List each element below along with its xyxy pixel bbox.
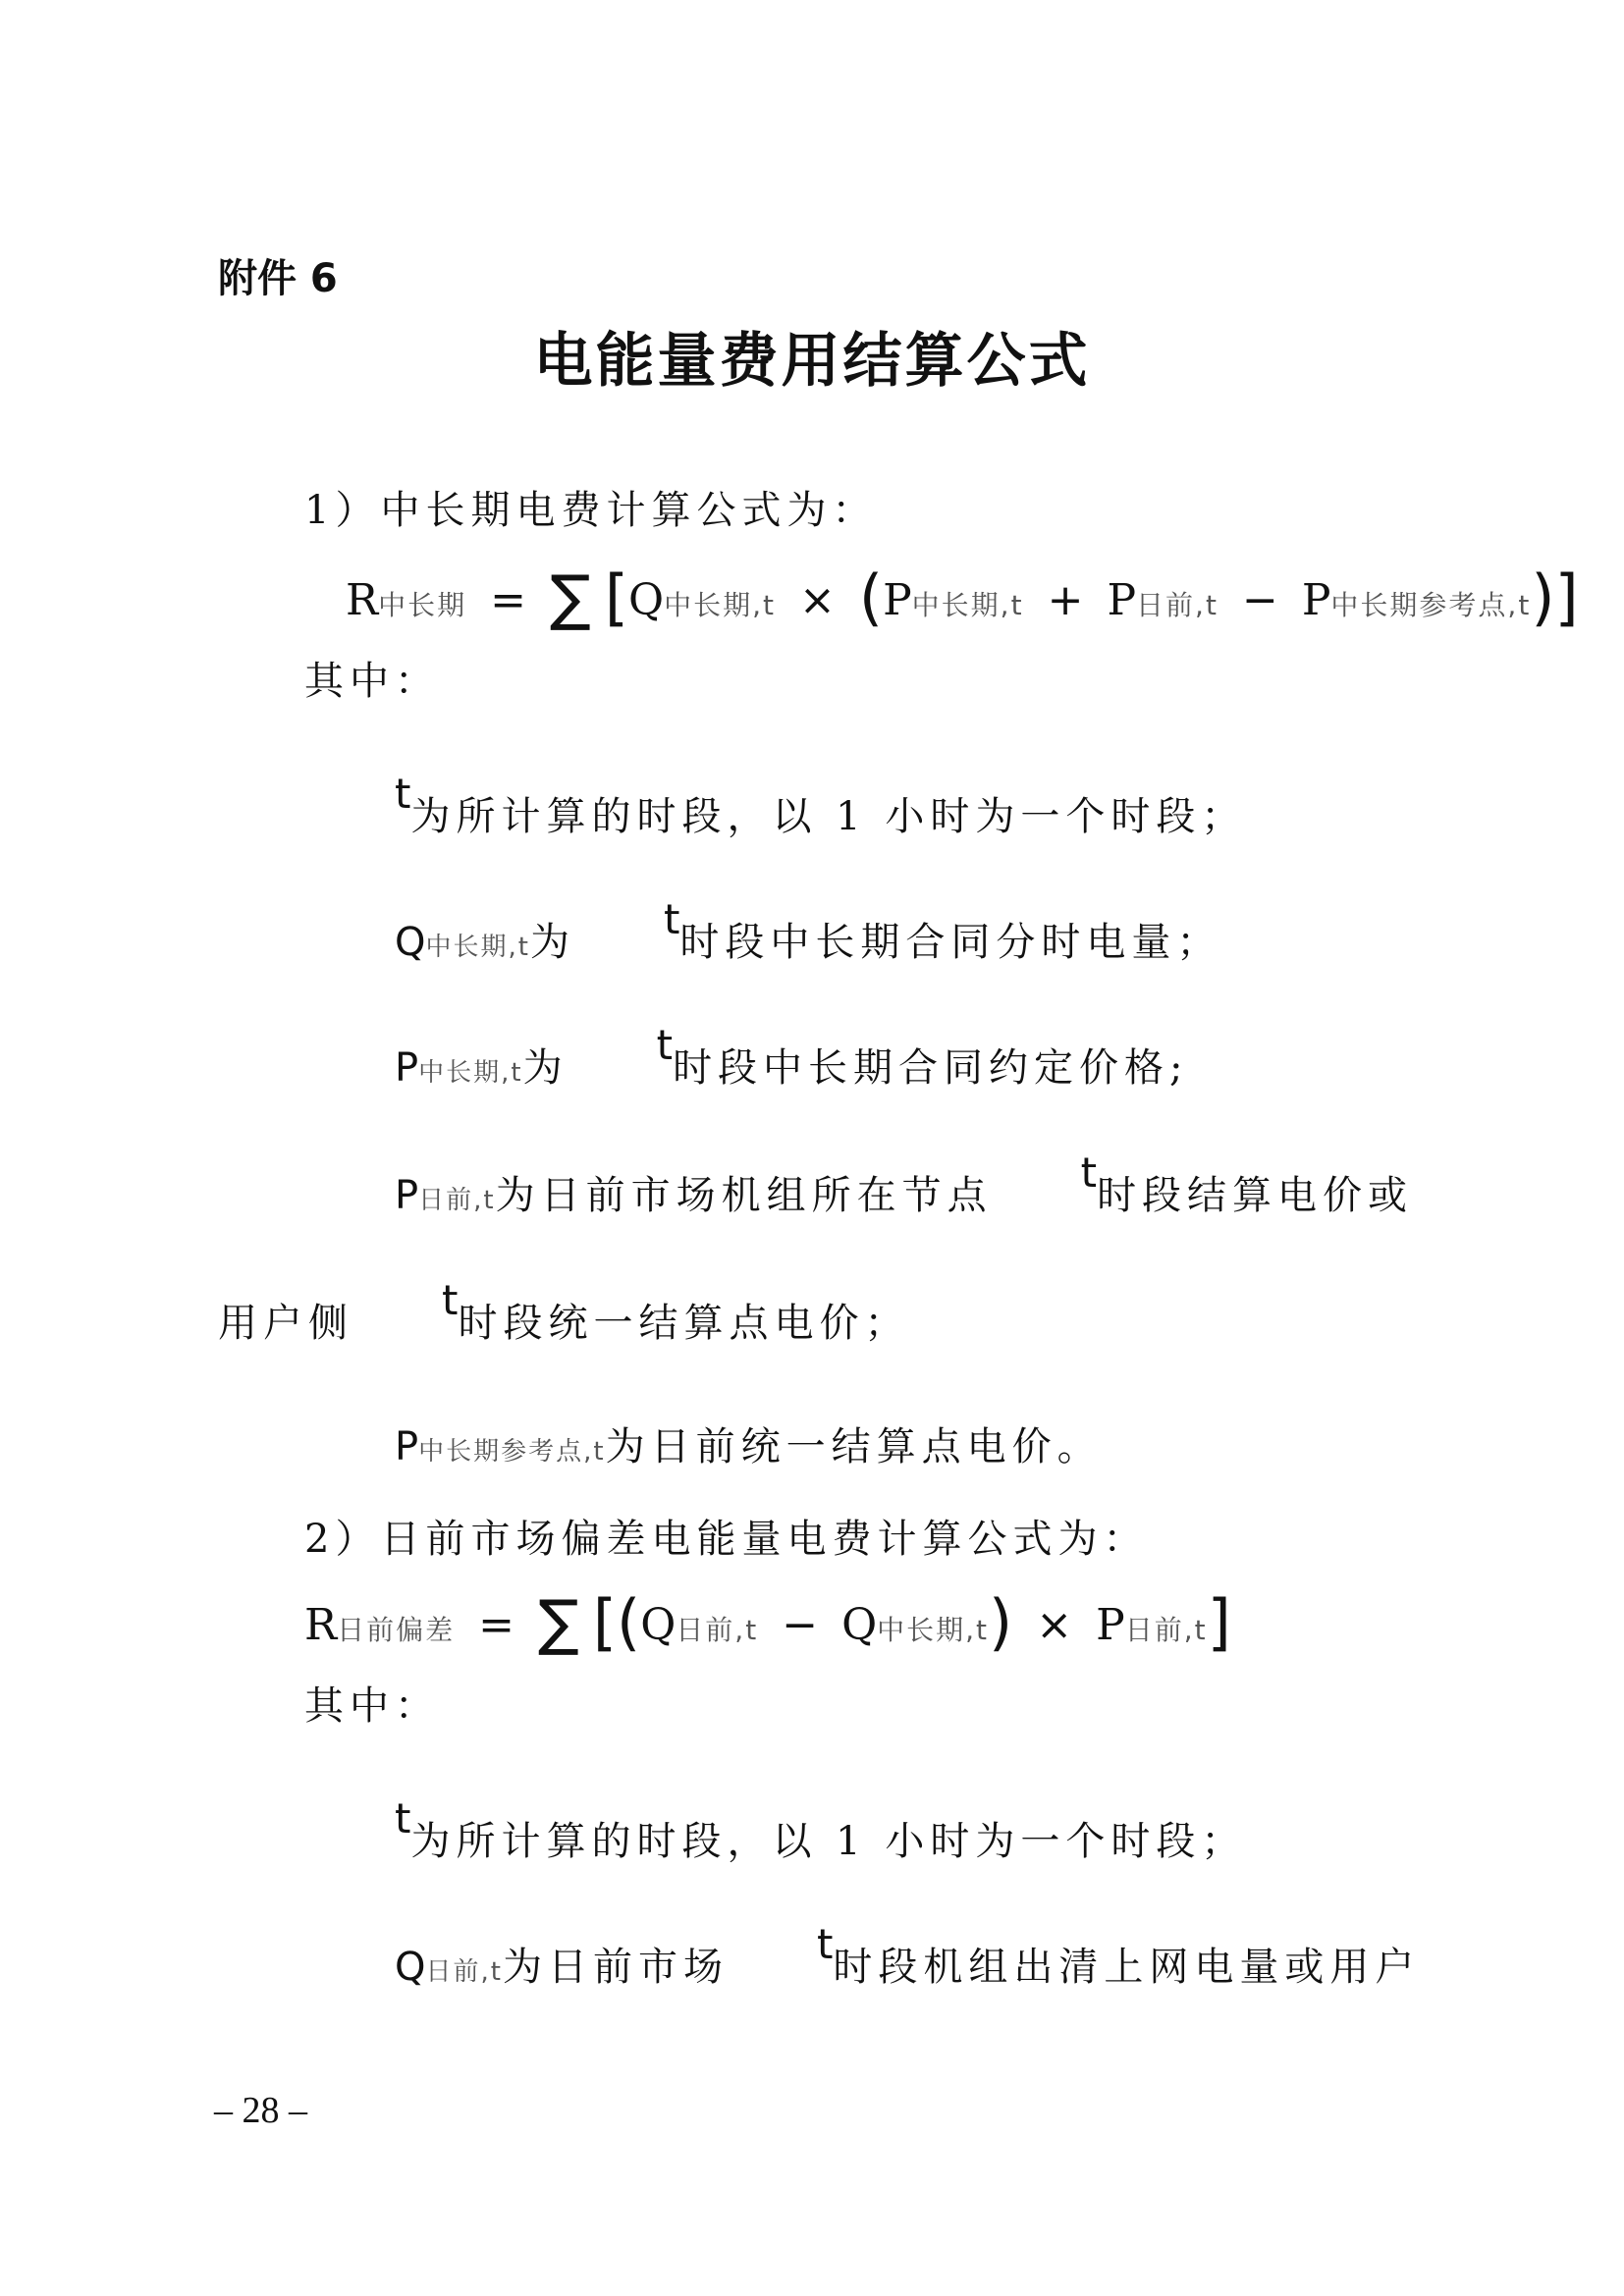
def-cont-text1: 用户侧 xyxy=(218,1301,353,1346)
def2-qd-sub: 日前,t xyxy=(425,1957,503,1987)
formula2-sum: ∑ xyxy=(538,1586,579,1658)
def-q-symbol: Q xyxy=(395,920,426,965)
formula1-p1-sub: 中长期,t xyxy=(911,589,1024,621)
section2-heading: 2）日前市场偏差电能量电费计算公式为： xyxy=(304,1517,1149,1562)
formula-1 xyxy=(346,561,1579,633)
def-q-sub: 中长期,t xyxy=(425,933,530,962)
page-number: – 28 – xyxy=(214,2090,307,2131)
formula1-lparen: ( xyxy=(858,561,884,633)
formula2-q2-sub: 中长期,t xyxy=(877,1614,990,1646)
def-pd-text1: 为日前市场机组所在节点 xyxy=(495,1173,993,1218)
section1-def-q xyxy=(395,895,1222,967)
formula1-p2-sub: 日前,t xyxy=(1136,589,1218,621)
def2-qd-text2: 时段机组出清上网电量或用户 xyxy=(833,1945,1421,1990)
section1-def-pr xyxy=(395,1415,1103,1471)
formula2-eq: = xyxy=(478,1600,515,1650)
formula1-p3: P xyxy=(1301,575,1331,625)
def-pr-sub: 中长期参考点,t xyxy=(418,1437,606,1467)
formula2-lbracket: [ xyxy=(592,1586,618,1658)
formula1-lhs: R xyxy=(346,575,379,625)
formula2-minus: − xyxy=(782,1600,819,1650)
def-pd-symbol: P xyxy=(395,1173,419,1218)
def-p-text: 时段中长期合同约定价格; xyxy=(673,1045,1189,1091)
formula1-lbracket: [ xyxy=(604,561,629,633)
formula1-p2: P xyxy=(1107,575,1137,625)
formula1-minus: − xyxy=(1241,575,1278,625)
formula2-rparen: ) xyxy=(989,1586,1013,1658)
formula1-sum: ∑ xyxy=(550,561,591,633)
attachment-label: 附件 6 xyxy=(218,256,338,301)
formula-2 xyxy=(304,1586,1231,1658)
formula2-lhs: R xyxy=(304,1600,338,1650)
section2-where: 其中： xyxy=(304,1683,440,1729)
formula1-eq: = xyxy=(490,575,527,625)
section1-def-pd xyxy=(395,1148,1414,1220)
formula2-q1: Q xyxy=(640,1600,677,1650)
def-cont-t: t xyxy=(442,1276,459,1324)
section1-where: 其中： xyxy=(304,659,440,704)
def-pd-sub: 日前,t xyxy=(418,1186,496,1215)
section2-def-t xyxy=(395,1794,1247,1866)
formula1-p1: P xyxy=(883,575,912,625)
formula2-p: P xyxy=(1096,1600,1125,1650)
def-p-sub: 中长期,t xyxy=(418,1058,523,1088)
def2-t-text: 为所计算的时段，以 1 小时为一个时段； xyxy=(410,1819,1247,1864)
formula2-lhs-sub: 日前偏差 xyxy=(337,1614,456,1646)
def-pd-t: t xyxy=(1080,1148,1098,1197)
def2-t-symbol: t xyxy=(395,1794,411,1842)
def-q-text: 时段中长期合同分时电量； xyxy=(679,920,1222,965)
def-pr-text: 为日前统一结算点电价。 xyxy=(605,1424,1103,1469)
def2-qd-symbol: Q xyxy=(395,1945,426,1990)
def-t-symbol: t xyxy=(395,770,411,818)
def-p-symbol: P xyxy=(395,1045,419,1091)
def-q-t: t xyxy=(663,895,680,943)
def-q-wei: 为 xyxy=(529,920,575,965)
section1-def-t xyxy=(395,770,1247,841)
def-p-t: t xyxy=(656,1021,674,1069)
section1-def-p xyxy=(395,1021,1189,1093)
def-pd-text2: 时段结算电价或 xyxy=(1097,1173,1414,1218)
formula2-rbracket: ] xyxy=(1207,1586,1231,1658)
def-pr-symbol: P xyxy=(395,1424,419,1469)
section1-def-cont xyxy=(218,1276,910,1348)
formula1-lhs-sub: 中长期 xyxy=(378,589,467,621)
formula2-q1-sub: 日前,t xyxy=(676,1614,759,1646)
formula2-times: × xyxy=(1036,1600,1073,1650)
def2-qd-t: t xyxy=(816,1920,834,1968)
formula2-lparen: ( xyxy=(617,1586,641,1658)
section2-def-qd xyxy=(395,1920,1421,1992)
formula2-q2: Q xyxy=(841,1600,878,1650)
def-p-wei: 为 xyxy=(522,1045,568,1091)
page-title: 电能量费用结算公式 xyxy=(533,327,1091,396)
def2-qd-text1: 为日前市场 xyxy=(502,1945,729,1990)
formula1-rbracket: ] xyxy=(1554,561,1579,633)
formula1-plus: + xyxy=(1047,575,1084,625)
formula1-q-sub: 中长期,t xyxy=(664,589,776,621)
formula2-p-sub: 日前,t xyxy=(1124,1614,1208,1646)
formula1-q: Q xyxy=(628,575,665,625)
def-cont-text2: 时段统一结算点电价； xyxy=(458,1301,910,1346)
formula1-p3-sub: 中长期参考点,t xyxy=(1330,589,1532,621)
section1-heading: 1）中长期电费计算公式为： xyxy=(304,488,878,533)
def-t-text: 为所计算的时段，以 1 小时为一个时段； xyxy=(410,794,1247,839)
formula1-rparen: ) xyxy=(1531,561,1555,633)
formula1-times: × xyxy=(798,575,836,625)
